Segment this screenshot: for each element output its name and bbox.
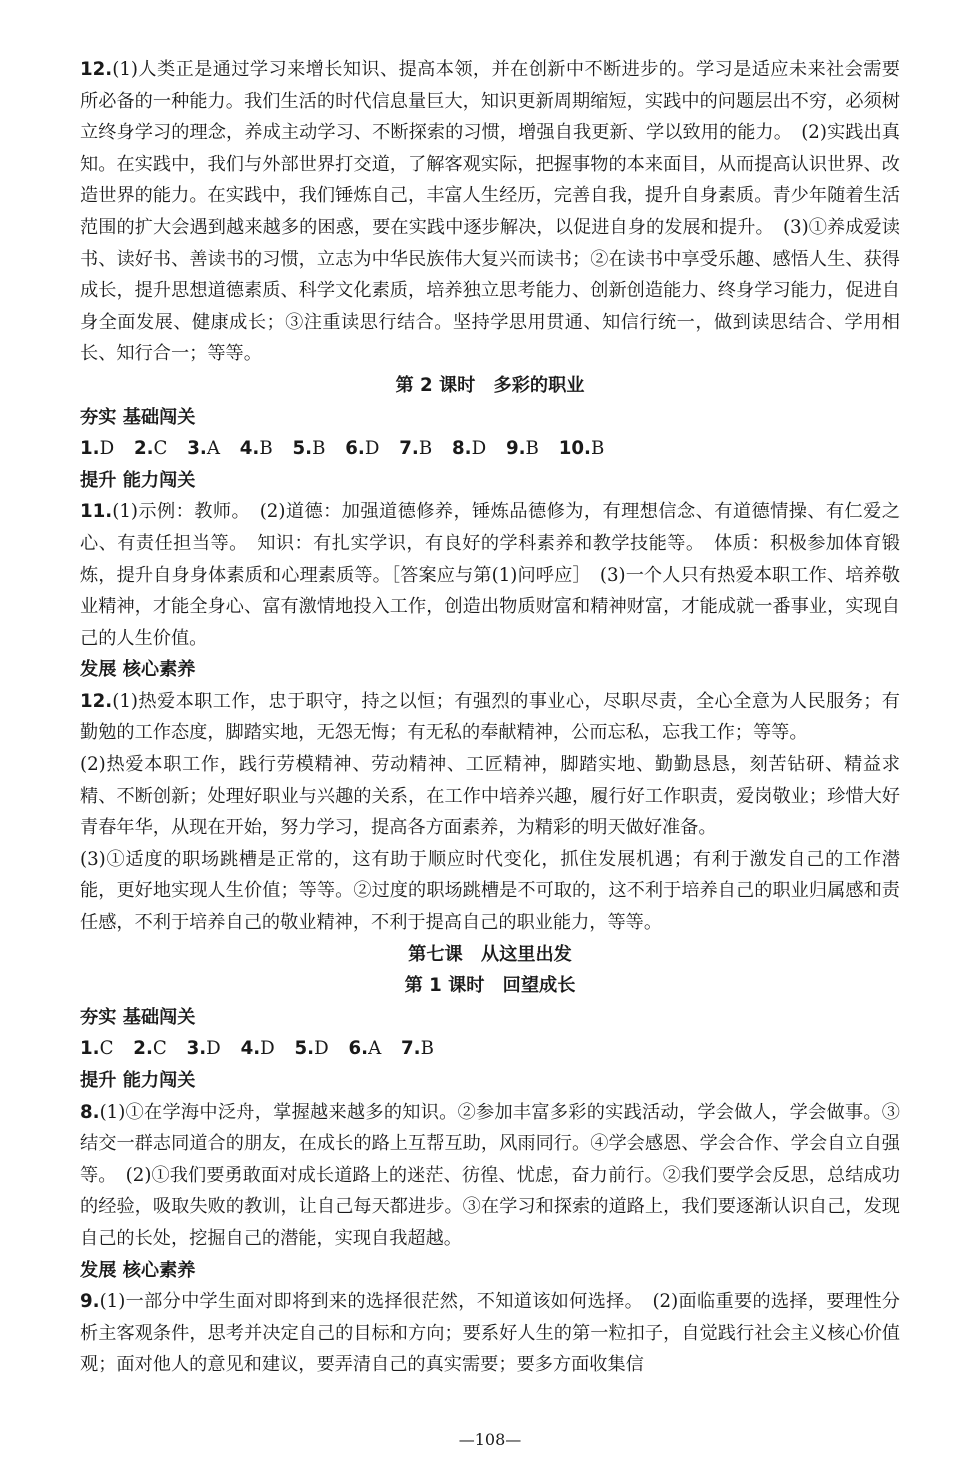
lesson-title: 第 2 课时 多彩的职业 [395,374,585,396]
question-number: 12. [80,690,113,712]
choice-answer: 4.D [240,1038,275,1060]
lesson-subtitle: 第 1 课时 回望成长 [404,975,576,997]
choice-answer: 4.B [239,438,273,460]
answer-page [80,54,900,1381]
section-heading: 夯实 基础闯关 [80,1006,196,1028]
answer-text: (1)①在学海中泛舟，掌握越来越多的知识。②参加丰富多彩的实践活动，学会做人，学会做事。③结交一群志同道合的朋友，在成长的路上互帮互助，风雨同行。④学会感恩、学会合作、学会自立自强等。 (2)①我们要勇敢面对成长道路上的迷茫、彷徨、忧虑，奋力前行。②我们要学会反思，总结成功的经验，吸取失败的教训，让自己每天都进步。③在学习和探索的道路上，我们要逐渐认识自己，发现自己的长处，挖掘自己的潜能，实现自我超越。 [80,1101,900,1249]
section-heading: 夯实 基础闯关 [80,406,196,428]
question-number: 9. [80,1291,100,1313]
choice-answer: 6.D [345,438,380,460]
answer-text: (1)人类正是通过学习来增长知识、提高本领，并在创新中不断进步的。学习是适应未来社会需要所必备的一种能力。我们生活的时代信息量巨大，知识更新周期缩短，实践中的问题层出不穷，必须树立终身学习的理念，养成主动学习、不断探索的习惯，增强自我更新、学以致用的能力。 (2)实践出真知。在实践中，我们与外部世界打交道，了解客观实际，把握事物的本来面目，从而提高认识世界、改造世界的能力。在实践中，我们锤炼自己，丰富人生经历，完善自我，提升自身素质。青少年随着生活范围的扩大会遇到越来越多的困惑，要在实践中逐步解决，以促进自身的发展和提升。 (3)①养成爱读书、读好书、善读书的习惯，立志为中华民族伟大复兴而读书；②在读书中享受乐趣、感悟人生、获得成长，提升思想道德素质、科学文化素质，培养独立思考能力、创新创造能力、终身学习能力，促进自身全面发展、健康成长；③注重读思行结合。坚持学思用贯通、知信行统一，做到读思结合、学用相长、知行合一；等等。 [80,59,900,365]
choice-answer: 7.B [401,1038,434,1060]
section-heading: 提升 能力闯关 [80,469,196,491]
question-number: 11. [80,501,113,523]
choice-answer: 3.A [187,438,220,460]
choice-answers [80,1033,900,1065]
choice-answer: 1.C [80,1038,114,1060]
question-12-answer-part2: (2)热爱本职工作，践行劳模精神、劳动精神、工匠精神，脚踏实地、勤勤恳恳，刻苦钻研、精益求精、不断创新；处理好职业与兴趣的关系，在工作中培养兴趣，履行好工作职责，爱岗敬业；珍惜大好青春年华，从现在开始，努力学习，提高各方面素养，为精彩的明天做好准备。 [80,754,900,839]
answer-text: (1)示例：教师。 (2)道德：加强道德修养，锤炼品德修为，有理想信念、有道德情操、有仁爱之心、有责任担当等。 知识：有扎实学识，有良好的学科素养和教学技能等。 体质：积极参加体育锻炼，提升自身身体素质和心理素质等。［答案应与第(1)问呼应］ (3)一个人只有热爱本职工作、培养敬业精神，才能全身心、富有激情地投入工作，创造出物质财富和精神财富，才能成就一番事业，实现自己的人生价值。 [80,501,900,649]
question-12-answer-part3: (3)①适度的职场跳槽是正常的，这有助于顺应时代变化，抓住发展机遇；有利于激发自己的工作潜能，更好地实现人生价值；等等。②过度的职场跳槽是不可取的，这不利于培养自己的职业归属感和责任感，不利于培养自己的敬业精神，不利于提高自己的职业能力，等等。 [80,848,900,934]
answer-text: (1)热爱本职工作，忠于职守，持之以恒；有强烈的事业心，尽职尽责，全心全意为人民服务；有勤勉的工作态度，脚踏实地，无怨无悔；有无私的奉献精神，公而忘私，忘我工作；等等。 [80,690,900,744]
choice-answer: 2.C [133,1038,167,1060]
section-heading: 发展 核心素养 [80,659,196,681]
question-8-answer [80,1097,900,1255]
section-heading: 提升 能力闯关 [80,1070,196,1091]
question-11-answer [80,496,900,654]
choice-answer: 2.C [133,438,168,460]
choice-answer: 6.A [348,1038,382,1060]
page-number: —108— [458,1430,522,1449]
section-heading: 发展 核心素养 [80,1259,196,1281]
choice-answer: 7.B [399,438,433,460]
choice-answer: 1.D [80,438,115,460]
choice-answer: 5.D [294,1038,329,1060]
choice-answers [80,433,900,465]
answer-text: (1)一部分中学生面对即将到来的选择很茫然，不知道该如何选择。 (2)面临重要的选择，要理性分析主客观条件，思考并决定自己的目标和方向；要系好人生的第一粒扣子，自觉践行社会主义核心价值观；面对他人的意见和建议，要弄清自己的真实需要；要多方面收集信 [80,1291,900,1376]
lesson-title: 第七课 从这里出发 [408,943,572,965]
choice-answer: 5.B [292,438,326,460]
question-number: 12. [80,59,113,80]
choice-answer: 8.D [452,438,487,460]
choice-answer: 3.D [186,1038,221,1060]
question-12-answer-part1 [80,686,900,749]
choice-answer: 10.B [558,438,605,460]
question-12-answer [80,54,900,370]
choice-answer: 9.B [505,438,539,460]
question-number: 8. [80,1101,100,1123]
question-9-answer [80,1286,900,1381]
